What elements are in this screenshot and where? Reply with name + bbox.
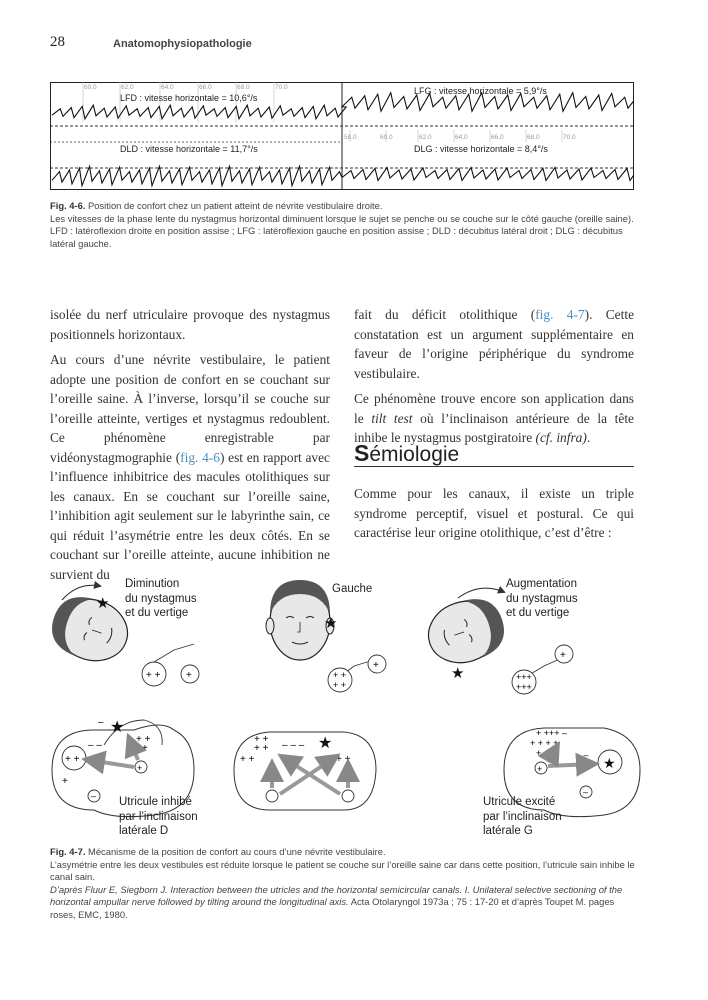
caption-reference (50, 884, 636, 922)
label-line: Diminution (125, 578, 180, 590)
paragraph (50, 350, 330, 584)
tick-label: 64.0 (455, 134, 468, 141)
cross-reference: (cf. infra) (535, 430, 587, 445)
figure-4-7-caption (50, 846, 636, 921)
plus-signs: + (373, 660, 379, 671)
figure-4-7 (44, 570, 644, 840)
right-column-bottom (354, 484, 634, 549)
star-icon: ★ (110, 719, 125, 736)
text-span: Ce phénomène trouve encore son application dans le (354, 391, 634, 426)
label-diminution (125, 577, 197, 621)
label-line: du nystagmus (506, 592, 578, 605)
minus-signs: – – (88, 740, 102, 751)
star-icon: ★ (318, 735, 333, 752)
text-span: . (586, 430, 591, 445)
trace-label-dlg: DLG : vitesse horizontale = 8,4°/s (414, 144, 548, 154)
figure-link[interactable]: fig. 4-7 (535, 307, 585, 322)
minus-sign: – (91, 791, 97, 801)
trace-label-dld: DLD : vitesse horizontale = 11,7°/s (120, 144, 258, 154)
caption-text: Les vitesses de la phase lente du nystagmus horizontal diminuent lorsque le sujet se penche ou se couche sur le côté gauche (oreille saine). (50, 212, 634, 224)
figure-label: Fig. 4-6. (50, 200, 86, 211)
label-utricule-inhibe (119, 795, 198, 839)
tick-label: 64.0 (161, 84, 174, 91)
label-line: du nystagmus (125, 592, 197, 605)
tick-label: 68.0 (527, 134, 540, 141)
reference-text: D’après Fluur E, Siegborn J. Interaction between the utricles and the horizontal semicircular canals. I. Unilateral selective sectioning of the horizontal ampullar nerve followed by tilting around the longitudinal axis. (50, 883, 623, 907)
plus-signs: +++ (516, 682, 532, 692)
tick-label: 70.0 (563, 134, 576, 141)
section-title-text: émiologie (369, 443, 460, 466)
trace-label-lfd: LFD : vitesse horizontale = 10,6°/s (120, 93, 258, 103)
label-line: Augmentation (506, 578, 577, 590)
text-span: Au cours d’une névrite vestibulaire, le patient adopte une position de confort en se couchant sur l’oreille saine. À l’inverse, lorsqu’il se couche sur l’oreille atteinte, vertiges et nystagmus redoublent. Ce phénomène enregistrable par vidéonystagmographie ( (50, 352, 330, 465)
section-initial: S (354, 440, 370, 466)
plus-signs: + + (136, 734, 151, 745)
plus-signs: + (142, 743, 148, 754)
star-icon: ★ (603, 757, 616, 772)
star-icon: ★ (451, 666, 465, 682)
head-tilted-right (45, 589, 136, 670)
plus-sign: + (137, 763, 143, 773)
figure-link[interactable]: fig. 4-6 (180, 449, 220, 465)
paragraph (354, 305, 634, 383)
paragraph (354, 389, 634, 448)
paragraph: Comme pour les canaux, il existe un triple syndrome perceptif, visuel et postural. Ce qui caractérise leur origine otolithique, c’est d’être : (354, 486, 634, 540)
label-line: Utricule excité (483, 796, 556, 808)
head-tilted-left (420, 591, 511, 672)
tick-label: 60.0 (84, 84, 97, 91)
plus-signs: + (536, 748, 542, 758)
plus-signs: + + (240, 754, 255, 765)
plus-signs: + +++ – (536, 728, 568, 738)
figure-title: Mécanisme de la position de confort au cours d’une névrite vestibulaire. (88, 846, 386, 857)
text-span: tilt test (371, 410, 413, 426)
plus-signs: + (186, 670, 192, 681)
running-title: Anatomophysiopathologie (113, 38, 252, 50)
star-icon: ★ (324, 616, 338, 632)
plus-signs: + + (65, 754, 80, 765)
page-number: 28 (50, 34, 65, 50)
plus-signs: + (560, 650, 566, 661)
figure-title: Position de confort chez un patient atteint de névrite vestibulaire droite. (88, 200, 383, 211)
trace-label-lfg: LFG : vitesse horizontale = 5,9°/s (414, 86, 547, 96)
tick-label: 62.0 (419, 134, 432, 141)
minus-sign: – (583, 787, 589, 797)
section-rule (354, 466, 634, 467)
plus-signs: + + (333, 680, 347, 690)
minus-sign: – (98, 717, 104, 728)
labyrinth-diagram-center (234, 732, 376, 810)
figure-label: Fig. 4-7. (50, 846, 86, 857)
label-line: Utricule inhibé (119, 796, 192, 808)
plus-signs: + + (333, 670, 347, 680)
caption-text: L’asymétrie entre les deux vestibules est réduite lorsque le patient se couche sur l’oreille saine car dans cette position, l’utricule sain inhibe le canal sain. (50, 858, 635, 882)
plus-signs: +++ (516, 672, 532, 682)
label-line: et du vertige (125, 607, 189, 619)
label-line: latérale G (483, 825, 533, 837)
text-span: où l’inclinaison antérieure de la tête inhibe le nystagmus postgiratoire (354, 410, 635, 445)
label-line: par l’inclinaison (483, 810, 562, 823)
minus-signs: – – (576, 750, 589, 760)
tick-label: 66.0 (199, 84, 212, 91)
label-line: latérale D (119, 825, 169, 837)
tick-label: 62.0 (121, 84, 134, 91)
reference-journal: Acta Otolaryngol 1973a ; 75 : 17-20 et d’après Toupet M. pages roses, EMC, 1980. (50, 896, 615, 920)
text-span: ). Cette constatation est un argument supplémentaire en faveur de l’origine périphérique du syndrome vestibulaire. (354, 307, 635, 381)
text-span: ) est en rapport avec l’influence inhibitrice des macules otolithiques sur les canaux. En se couchant sur l’oreille saine, l’inhibition agit seulement sur le labyrinthe sain, ce qui réduit l’asymétrie entre les deux côtés. En se couchant sur l’oreille atteinte, aucune inhibition ne survient du (50, 449, 330, 582)
tick-label: 70.0 (275, 84, 288, 91)
tick-label: 66.0 (491, 134, 504, 141)
plus-signs: + + (254, 734, 269, 745)
text-span: fait du déficit otolithique ( (354, 307, 536, 322)
tick-label: 60.0 (380, 134, 393, 141)
label-gauche: Gauche (332, 583, 373, 595)
label-line: par l’inclinaison (119, 810, 198, 823)
plus-signs: + + (254, 743, 269, 754)
left-column (50, 305, 330, 590)
plus-sign: + (62, 776, 68, 787)
paragraph: isolée du nerf utriculaire provoque des nystagmus positionnels horizontaux. (50, 307, 330, 342)
tick-label: 58.0 (344, 134, 357, 141)
figure-4-6-caption (50, 200, 636, 250)
figure-4-6-recordings (50, 82, 634, 190)
minus-signs: – – – (282, 740, 305, 751)
section-title (354, 440, 459, 467)
rotation-arrow (458, 588, 504, 598)
label-line: et du vertige (506, 607, 570, 619)
label-augmentation (506, 577, 578, 621)
plus-sign: + (537, 764, 543, 774)
tick-label: 68.0 (237, 84, 250, 91)
plus-signs: + + (336, 754, 351, 765)
right-column-top (354, 305, 634, 454)
caption-text: LFD : latéroflexion droite en position assise ; LFG : latéroflexion gauche en position assise ; DLD : décubitus latéral droit ; DLG : décubitus latéral gauche. (50, 225, 623, 249)
plus-signs: + + + + (530, 738, 559, 748)
plus-signs: + + (146, 670, 161, 681)
star-icon: ★ (96, 596, 110, 612)
label-utricule-excite (483, 795, 562, 839)
